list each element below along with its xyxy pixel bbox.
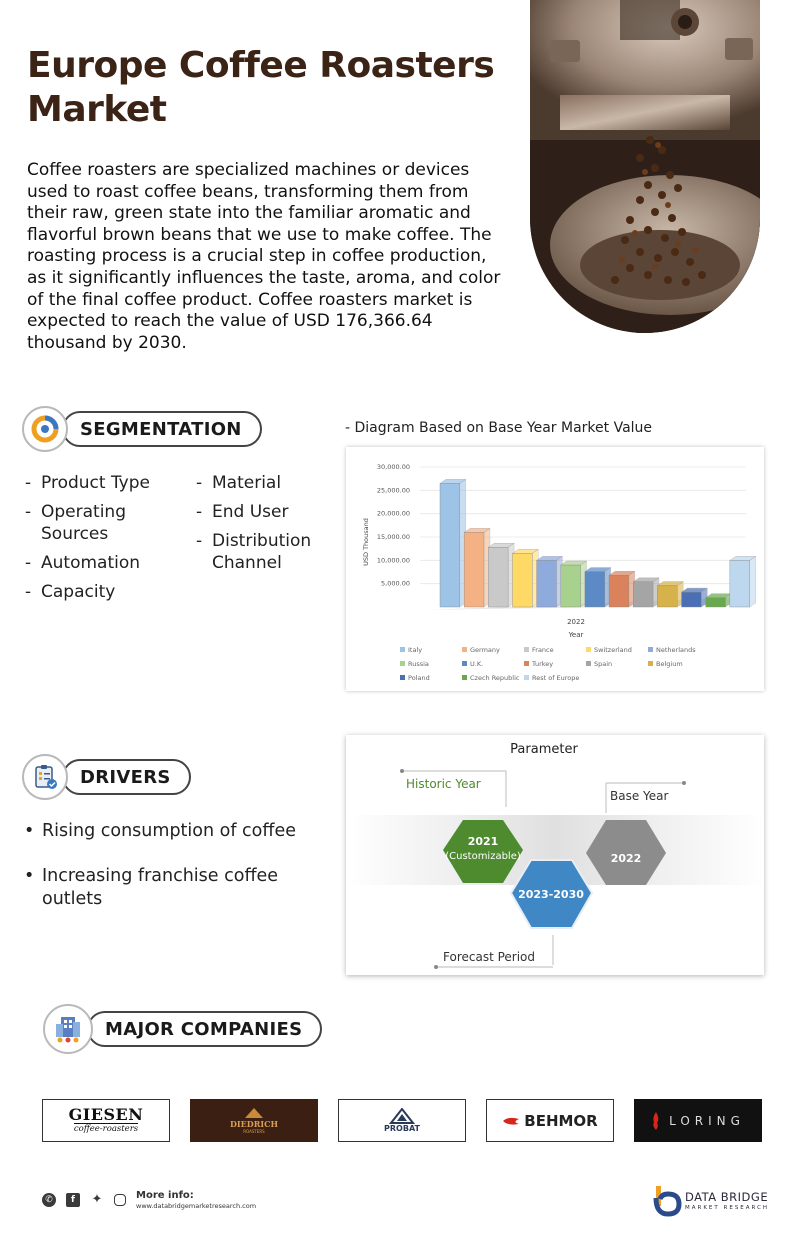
legend-swatch <box>462 661 467 666</box>
legend-label: France <box>532 646 554 654</box>
bar-u-k- <box>585 568 611 607</box>
behmor-logo-text: BEHMOR <box>524 1111 598 1130</box>
coffee-roaster-image <box>530 0 760 333</box>
companies-badge <box>43 1004 93 1054</box>
legend-label: Spain <box>594 660 613 668</box>
chart-caption: - Diagram Based on Base Year Market Value <box>345 420 653 436</box>
legend-swatch <box>400 661 405 666</box>
databridge-emblem-icon <box>652 1184 682 1218</box>
list-item: - Material <box>196 472 336 494</box>
bar-czech-republic <box>706 594 732 607</box>
base-year-value: 2022 <box>610 852 642 865</box>
legend-swatch <box>524 675 529 680</box>
x-axis-title: Year <box>568 631 584 639</box>
list-item: - End User <box>196 501 336 523</box>
legend-label: Rest of Europe <box>532 674 580 682</box>
bar-switzerland <box>512 549 538 607</box>
drivers-label: DRIVERS <box>62 759 191 795</box>
segmentation-badge <box>22 406 68 452</box>
list-item: • Rising consumption of coffee <box>24 820 324 843</box>
probat-logo <box>338 1099 466 1142</box>
segmentation-label: SEGMENTATION <box>62 411 262 447</box>
legend-label: U.K. <box>470 660 484 668</box>
y-tick-label: 5,000.00 <box>381 579 410 588</box>
bar-poland <box>682 588 708 607</box>
list-item: - Distribution Channel <box>196 530 336 574</box>
diedrich-logo <box>190 1099 318 1142</box>
historic-year-value: 2021 <box>467 835 499 848</box>
forecast-period-label: Forecast Period <box>443 950 536 964</box>
bar-turkey <box>609 571 635 607</box>
legend-swatch <box>524 647 529 652</box>
legend-label: Turkey <box>532 660 554 668</box>
list-item: - Product Type <box>25 472 175 494</box>
historic-year-label: Historic Year <box>406 777 481 791</box>
drivers-list <box>24 820 324 911</box>
legend-swatch <box>586 661 591 666</box>
legend-swatch <box>648 661 653 666</box>
drivers-heading <box>22 754 191 800</box>
list-item: - Capacity <box>25 581 175 603</box>
parameter-title: Parameter <box>510 742 578 757</box>
y-tick-label: 20,000.00 <box>376 509 410 518</box>
intro-paragraph: Coffee roasters are specialized machines or devices used to roast coffee beans, transforming them from their raw, green state into the familiar aromatic and flavorful brown beans that we use to make coffee. The roasting process is a crucial step in coffee production, as it significantly influences the taste, aroma, and color of the final coffee product. Coffee roasters market is expected to reach the value of USD 176,366.64 thousand by 2030. <box>27 160 501 353</box>
legend-label: Czech Republic <box>470 674 520 682</box>
legend-label: Switzerland <box>594 646 632 654</box>
y-tick-label: 15,000.00 <box>376 533 410 541</box>
legend-swatch <box>586 647 591 652</box>
clipboard-checklist-icon <box>31 763 59 791</box>
facebook-icon[interactable]: f <box>66 1193 80 1207</box>
legend-swatch <box>400 675 405 680</box>
y-tick-label: 25,000.00 <box>376 486 410 495</box>
major-companies-heading <box>43 1004 322 1054</box>
diedrich-logo-text: DIEDRICH <box>229 1119 279 1129</box>
bar-france <box>488 543 514 607</box>
list-item: - Operating Sources <box>25 501 175 545</box>
giesen-logo-sub: coffee-roasters <box>73 1123 139 1134</box>
legend-label: Russia <box>408 660 429 668</box>
databridge-logo <box>652 1184 769 1218</box>
brand-name: DATA BRIDGE <box>685 1189 769 1204</box>
legend-swatch <box>400 647 405 652</box>
x-category-label: 2022 <box>567 618 585 626</box>
legend-label: Netherlands <box>656 646 696 654</box>
segmentation-list-right <box>196 472 336 574</box>
legend-swatch <box>648 647 653 652</box>
probat-emblem-icon <box>389 1108 415 1124</box>
historic-year-sub: (Customizable) <box>445 851 521 862</box>
parameter-diagram <box>346 735 764 975</box>
bar-germany <box>464 528 490 607</box>
bar-rest-of-europe <box>730 556 756 607</box>
y-tick-label: 10,000.00 <box>376 556 410 565</box>
legend-swatch <box>524 661 529 666</box>
social-icons <box>42 1193 126 1207</box>
behmor-logo <box>486 1099 614 1142</box>
bar-italy <box>440 479 466 607</box>
probat-logo-text: PROBAT <box>384 1123 420 1133</box>
y-tick-label: 30,000.00 <box>376 463 410 471</box>
legend-label: Belgium <box>656 660 683 668</box>
legend-swatch <box>462 647 467 652</box>
giesen-logo <box>42 1099 170 1142</box>
forecast-period-value: 2023-2030 <box>518 888 584 901</box>
major-companies-label: MAJOR COMPANIES <box>87 1011 322 1047</box>
page-title: Europe Coffee Roasters Market <box>27 45 495 130</box>
loring-logo <box>634 1099 762 1142</box>
legend-label: Italy <box>408 646 423 654</box>
bar-russia <box>561 561 587 607</box>
instagram-icon[interactable] <box>114 1194 126 1206</box>
brand-sub: MARKET RESEARCH <box>685 1204 770 1211</box>
segmentation-list-left <box>25 472 175 603</box>
base-year-label: Base Year <box>610 789 669 803</box>
behmor-flame-icon <box>502 1116 520 1126</box>
list-item: • Increasing franchise coffee outlets <box>24 865 324 911</box>
pie-chart-icon <box>30 414 60 444</box>
more-info-label: More info: <box>136 1190 194 1201</box>
twitter-icon[interactable]: ✦ <box>91 1192 103 1207</box>
drivers-badge <box>22 754 68 800</box>
bar-belgium <box>657 582 683 607</box>
diedrich-logo-sub: ROASTERS <box>243 1129 265 1134</box>
legend-label: Germany <box>470 646 500 654</box>
segmentation-heading <box>22 406 262 452</box>
website-link[interactable]: www.databridgemarketresearch.com <box>136 1202 257 1210</box>
legend-swatch <box>462 675 467 680</box>
y-axis-title: USD Thousand <box>362 518 370 566</box>
loring-logo-text: LORING <box>669 1113 745 1128</box>
diedrich-emblem-icon <box>243 1107 265 1119</box>
loring-flame-icon <box>651 1111 661 1131</box>
list-item: - Automation <box>25 552 175 574</box>
bar-chart <box>346 447 764 691</box>
whatsapp-icon[interactable]: ✆ <box>42 1193 56 1207</box>
legend-label: Poland <box>408 674 430 682</box>
office-building-icon <box>53 1014 83 1044</box>
bar-netherlands <box>537 556 563 607</box>
giesen-logo-text: GIESEN <box>68 1104 144 1124</box>
bar-spain <box>633 578 659 607</box>
